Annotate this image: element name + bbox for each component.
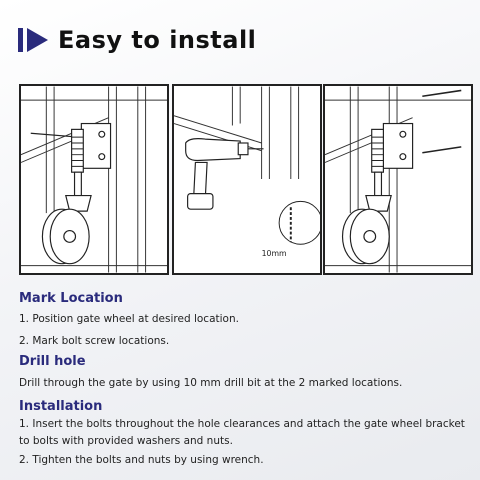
installation-drawing bbox=[325, 86, 471, 273]
drill-hole-text: Drill through the gate by using 10 mm drill bit at the 2 marked locations. bbox=[19, 377, 403, 389]
mark-location-step-1: 1. Position gate wheel at desired location. bbox=[19, 313, 239, 325]
installation-step-2: 2. Tighten the bolts and nuts by using wrench. bbox=[19, 454, 264, 466]
heading-installation: Installation bbox=[19, 399, 103, 414]
illustration-mark-location bbox=[19, 84, 169, 275]
illustration-installation bbox=[323, 84, 473, 275]
mark-location-drawing bbox=[21, 86, 167, 273]
heading-drill-hole: Drill hole bbox=[19, 354, 86, 369]
header bbox=[18, 26, 256, 54]
drill-bit-size-label: 10mm bbox=[261, 248, 287, 258]
illustration-drill-hole bbox=[172, 84, 322, 275]
heading-mark-location: Mark Location bbox=[19, 291, 123, 306]
page-title: Easy to install bbox=[58, 26, 257, 54]
play-arrow-icon bbox=[18, 26, 50, 54]
installation-step-1: 1. Insert the bolts throughout the hole clearances and attach the gate wheel bracket to bolts with provided washers and nuts. bbox=[19, 418, 465, 447]
mark-location-step-2: 2. Mark bolt screw locations. bbox=[19, 335, 170, 347]
drill-hole-drawing bbox=[174, 86, 320, 273]
